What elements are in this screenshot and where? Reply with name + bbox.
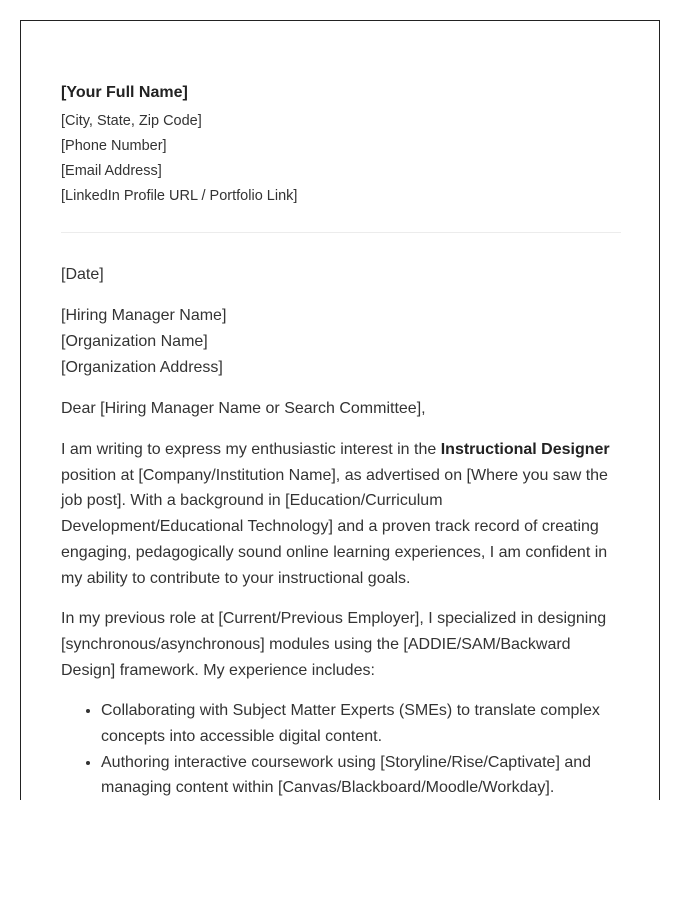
recipient-organization: [Organization Name]	[61, 333, 208, 350]
intro-text-before: I am writing to express my enthusiastic interest in the	[61, 441, 441, 458]
recipient-manager: [Hiring Manager Name]	[61, 307, 227, 324]
letter-date: [Date]	[61, 266, 104, 283]
sender-linkedin: [LinkedIn Profile URL / Portfolio Link]	[61, 188, 298, 204]
sender-phone: [Phone Number]	[61, 138, 167, 154]
salutation: Dear [Hiring Manager Name or Search Committee],	[61, 400, 426, 417]
experience-list	[61, 698, 621, 800]
intro-role: Instructional Designer	[440, 441, 610, 458]
sender-city: [City, State, Zip Code]	[61, 113, 202, 129]
sender-block	[61, 83, 621, 209]
experience-paragraph: In my previous role at [Current/Previous Employer], I specialized in designing [synchronous/asynchronous] modules using the [ADDIE/SAM/Backward Design] framework. My experience includes:	[61, 610, 607, 679]
recipient-block	[61, 303, 621, 381]
letter-content	[61, 83, 621, 800]
header-divider	[61, 232, 621, 233]
experience-item: • Collaborating with Subject Matter Experts (SMEs) to translate complex concepts into accessible digital content.	[101, 698, 621, 749]
sender-name: [Your Full Name]	[61, 84, 188, 101]
intro-paragraph	[61, 437, 621, 591]
intro-text-after: position at [Company/Institution Name], as advertised on [Where you saw the job post]. With a background in [Education/Curriculum Development/Educational Technology] and a proven track record of creating engaging, pedagogically sound online learning experiences, I am confident in my ability to contribute to your instructional goals.	[61, 466, 608, 587]
experience-item: • Authoring interactive coursework using [Storyline/Rise/Captivate] and managing content within [Canvas/Blackboard/Moodle/Workday].	[101, 750, 621, 800]
recipient-address: [Organization Address]	[61, 359, 223, 376]
letter-page	[20, 20, 660, 800]
sender-email: [Email Address]	[61, 163, 162, 179]
